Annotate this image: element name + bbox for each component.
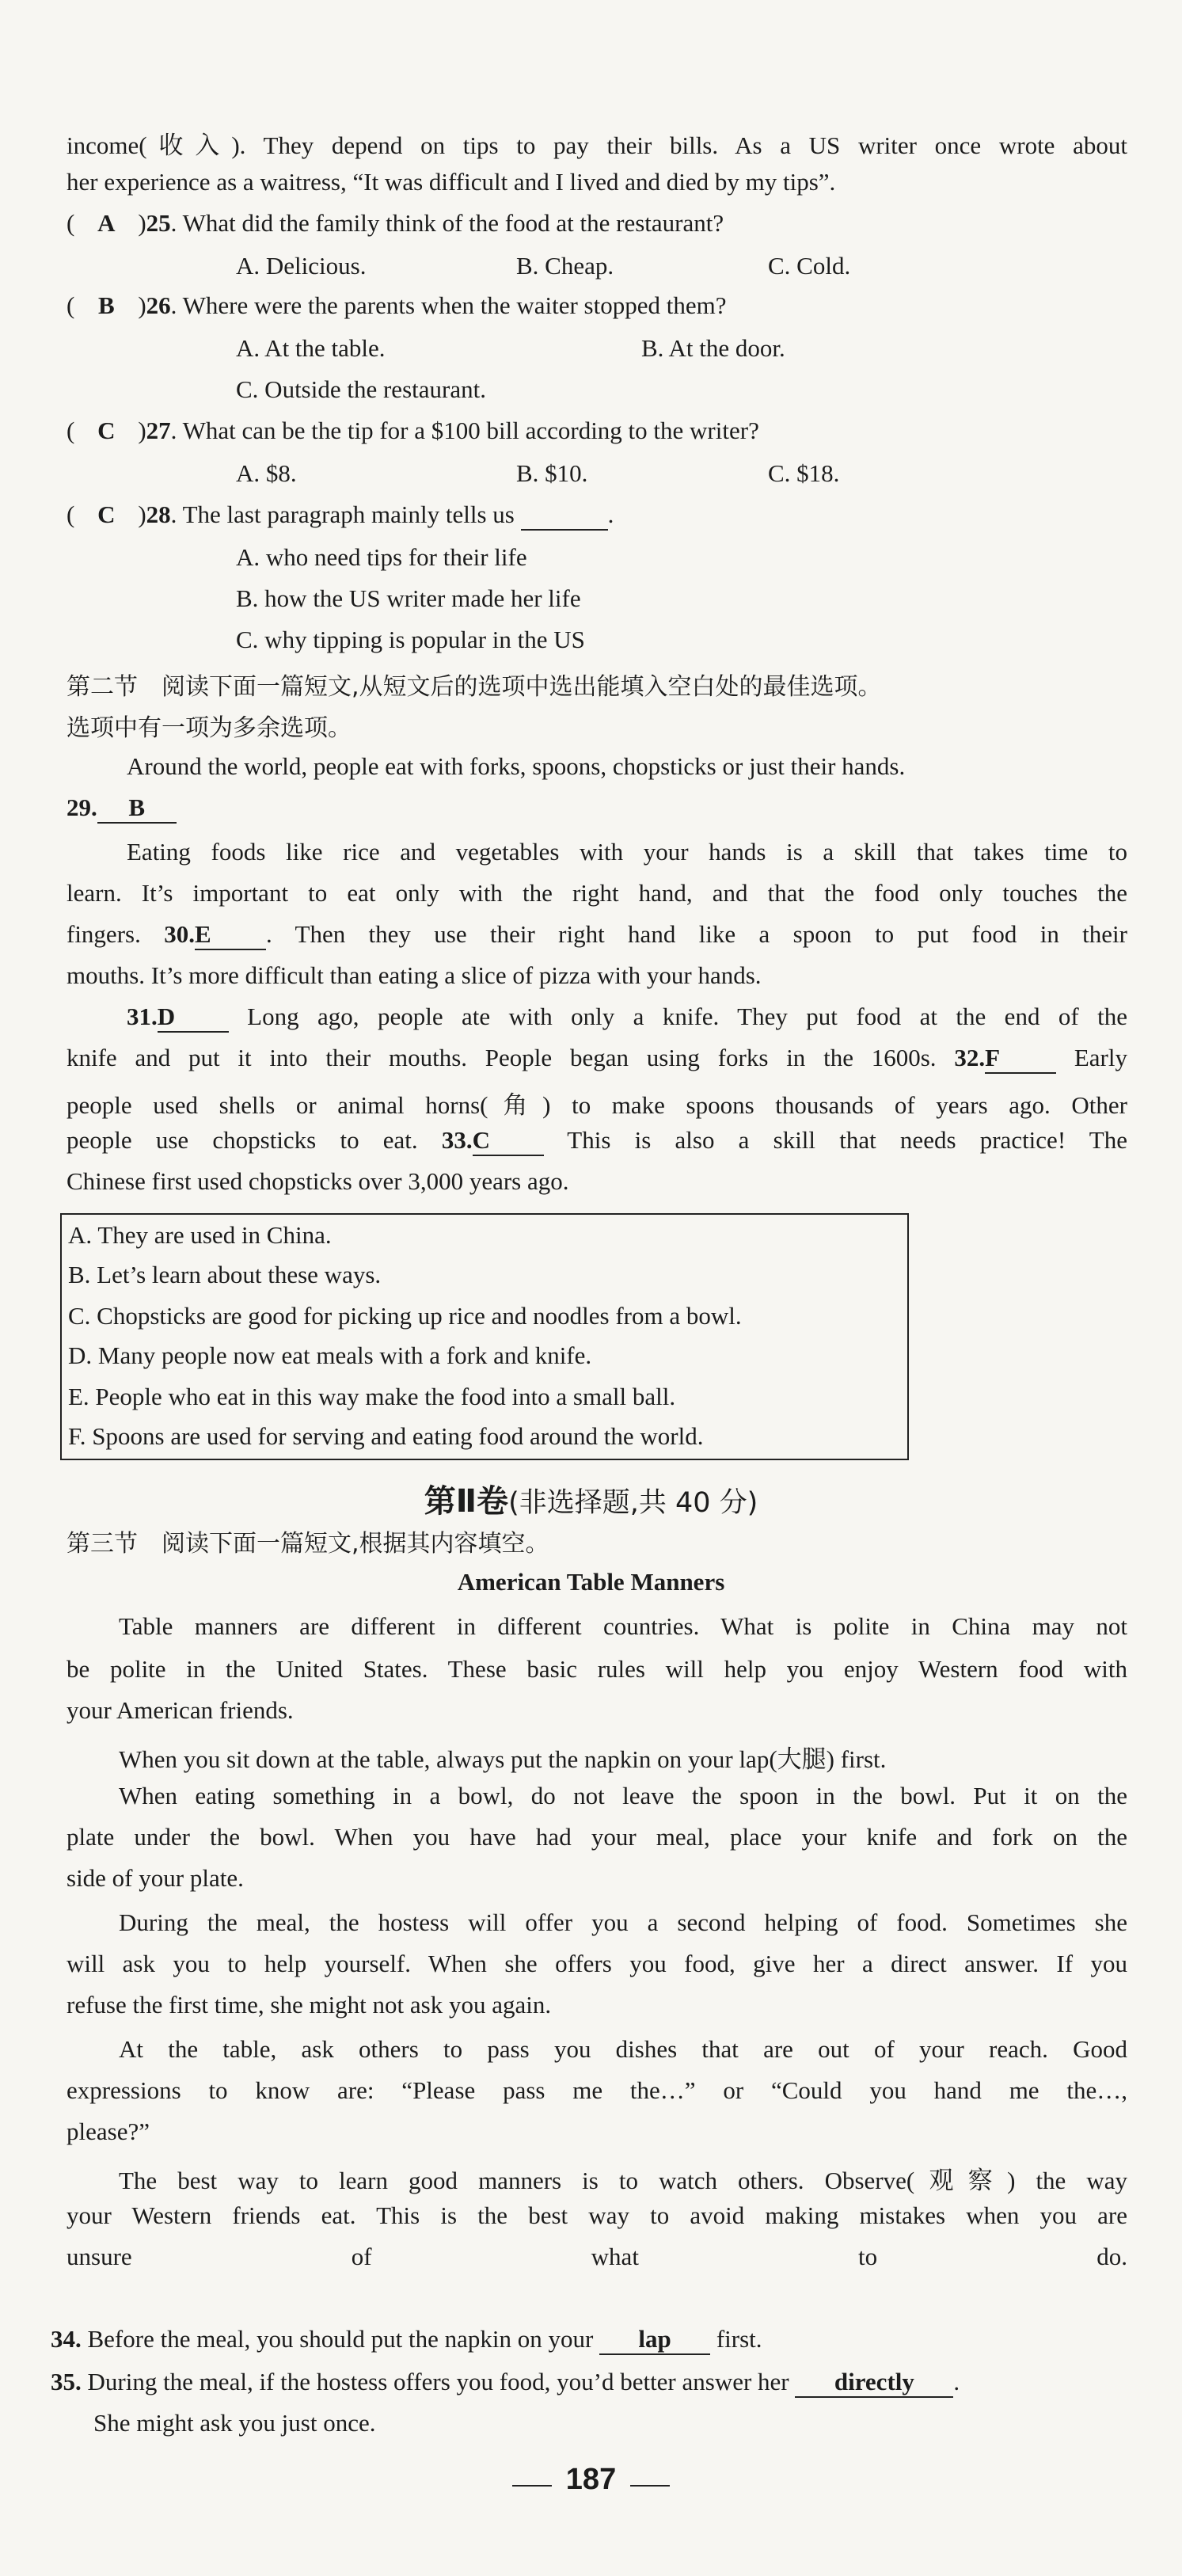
page-number-text: 187 (565, 2463, 617, 2496)
text-line: please?” (67, 2117, 150, 2145)
question-number: 35. (51, 2368, 82, 2395)
section-2-instruction: 选项中有一项为多余选项。 (67, 714, 352, 742)
answer-32: F (985, 1044, 1056, 1074)
box-option-e: E. People who eat in this way make the food into a small ball. (68, 1383, 676, 1410)
option-b: B. At the door. (641, 334, 785, 362)
question-25 (67, 209, 724, 238)
text-line: expressions to know are: “Please pass me the…” or “Could you hand me the…, (67, 2076, 1127, 2104)
paren-close: ) (138, 500, 146, 528)
paren-close: ) (138, 291, 146, 319)
question-number: 31. (127, 1003, 158, 1030)
passage-title: American Table Manners (457, 1568, 725, 1596)
option-b: B. $10. (516, 459, 588, 487)
question-stem: . The last paragraph mainly tells us (170, 500, 521, 528)
option-b: B. Cheap. (516, 252, 614, 280)
question-stem: . What did the family think of the food at the restaurant? (170, 209, 724, 237)
section-3-instruction: 第三节 阅读下面一篇短文,根据其内容填空。 (67, 1530, 549, 1558)
text-line: be polite in the United States. These basic rules will help you enjoy Western food with (67, 1655, 1127, 1683)
question-number: 29. (67, 793, 97, 821)
paren-close: ) (138, 209, 146, 237)
text-line: your Western friends eat. This is the best way to avoid making mistakes when you are (67, 2201, 1127, 2229)
question-number: 25 (146, 209, 171, 237)
text-span: fingers. (67, 920, 165, 948)
paren-open: ( (67, 209, 75, 237)
text-line: Around the world, people eat with forks, spoons, chopsticks or just their hands. (127, 752, 906, 780)
answer-28: C (97, 500, 116, 528)
answer-26: B (97, 291, 115, 319)
text-span: . (953, 2368, 960, 2395)
box-option-d: D. Many people now eat meals with a fork and knife. (68, 1341, 592, 1369)
text-line: people used shells or animal horns(角) to make spoons thousands of years ago. Other (67, 1091, 1127, 1119)
answer-27: C (97, 417, 116, 444)
text-line: will ask you to help yourself. When she offers you food, give her a direct answer. If you (67, 1950, 1127, 1977)
question-stem: . What can be the tip for a $100 bill according to the writer? (170, 417, 759, 444)
text-span: . Then they use their right hand like a spoon to put food in their (265, 920, 1127, 948)
text-span: knife and put it into their mouths. People began using forks in the 1600s. (67, 1044, 955, 1071)
option-c: C. Outside the restaurant. (236, 375, 486, 403)
paren-open: ( (67, 417, 75, 444)
text-line (67, 1044, 1127, 1074)
text-span: first. (710, 2325, 762, 2353)
question-35 (51, 2368, 960, 2398)
question-number: 28 (146, 500, 171, 528)
paren-close: ) (138, 417, 146, 444)
question-number: 33. (441, 1126, 473, 1154)
question-28 (67, 500, 614, 531)
blank-line (521, 500, 608, 531)
option-a: A. Delicious. (236, 252, 367, 280)
text-line: mouths. It’s more difficult than eating a slice of pizza with your hands. (67, 961, 762, 989)
answer-30: E (195, 920, 266, 950)
dash-left (512, 2485, 552, 2487)
text-line: her experience as a waitress, “It was difficult and I lived and died by my tips”. (67, 168, 836, 196)
option-c: C. $18. (768, 459, 840, 487)
option-a: A. who need tips for their life (236, 543, 527, 571)
option-c: C. Cold. (768, 252, 851, 280)
question-number: 27 (146, 417, 171, 444)
paren-open: ( (67, 500, 75, 528)
option-b: B. how the US writer made her life (236, 584, 581, 612)
box-option-b: B. Let’s learn about these ways. (68, 1261, 382, 1288)
text-line: Chinese first used chopsticks over 3,000 years ago. (67, 1167, 569, 1195)
option-a: A. At the table. (236, 334, 386, 362)
page-number (0, 2463, 1182, 2497)
text-line (67, 1126, 1127, 1156)
answer-25: A (97, 209, 116, 237)
text-line: When you sit down at the table, always put the napkin on your lap(大腿) first. (119, 1745, 887, 1773)
box-option-a: A. They are used in China. (68, 1221, 332, 1249)
dash-right (630, 2485, 670, 2487)
question-26 (67, 291, 726, 320)
text-line: When eating something in a bowl, do not leave the spoon in the bowl. Put it on the (119, 1782, 1127, 1809)
text-line: Table manners are different in different countries. What is polite in China may not (119, 1612, 1127, 1640)
text-line: side of your plate. (67, 1864, 244, 1892)
text-span: Early (1056, 1044, 1127, 1071)
box-option-f: F. Spoons are used for serving and eating food around the world. (68, 1422, 704, 1450)
part-2-title (0, 1476, 1182, 1521)
text-span: During the meal, if the hostess offers you food, you’d better answer her (81, 2368, 796, 2395)
text-line: unsure of what to do. (67, 2243, 1127, 2270)
paren-open: ( (67, 291, 75, 319)
question-number: 26 (146, 291, 171, 319)
text-span: people use chopsticks to eat. (67, 1126, 442, 1154)
text-line: plate under the bowl. When you have had your meal, place your knife and fork on the (67, 1823, 1127, 1851)
answer-29: B (97, 793, 177, 824)
part-2-title-sub: (非选择题,共 40 分) (508, 1487, 758, 1519)
text-span: This is also a skill that needs practice! The (543, 1126, 1127, 1154)
question-stem: . Where were the parents when the waiter stopped them? (170, 291, 727, 319)
answer-31: D (158, 1003, 229, 1033)
text-line: Eating foods like rice and vegetables with your hands is a skill that takes time to (127, 838, 1127, 866)
part-2-title-main: 第Ⅱ卷 (424, 1483, 509, 1520)
text-line: your American friends. (67, 1696, 294, 1724)
option-c: C. why tipping is popular in the US (236, 626, 585, 653)
question-34 (51, 2325, 762, 2355)
box-option-c: C. Chopsticks are good for picking up rice and noodles from a bowl. (68, 1302, 742, 1330)
text-line (127, 1003, 1127, 1033)
question-number: 32. (954, 1044, 986, 1071)
option-a: A. $8. (236, 459, 297, 487)
section-2-instruction: 第二节 阅读下面一篇短文,从短文后的选项中选出能填入空白处的最佳选项。 (67, 673, 882, 701)
text-line: refuse the first time, she might not ask you again. (67, 1991, 552, 2019)
text-line: She might ask you just once. (93, 2409, 376, 2437)
text-line: income(收入). They depend on tips to pay their bills. As a US writer once wrote about (67, 131, 1127, 159)
period: . (607, 500, 614, 528)
text-line: At the table, ask others to pass you dishes that are out of your reach. Good (119, 2035, 1127, 2063)
text-span: Before the meal, you should put the napkin on your (81, 2325, 600, 2353)
text-line: learn. It’s important to eat only with the right hand, and that the food only touches the (67, 879, 1127, 907)
question-29 (67, 793, 177, 824)
text-line: During the meal, the hostess will offer you a second helping of food. Sometimes she (119, 1908, 1127, 1936)
question-number: 30. (164, 920, 195, 948)
answer-35: directly (795, 2368, 953, 2398)
answer-33: C (473, 1126, 544, 1156)
text-line (67, 920, 1127, 950)
question-27 (67, 417, 759, 445)
answer-34: lap (599, 2325, 710, 2355)
text-span: Long ago, people ate with only a knife. They put food at the end of the (228, 1003, 1127, 1030)
options-box (60, 1213, 909, 1460)
text-line: The best way to learn good manners is to watch others. Observe(观察) the way (119, 2167, 1127, 2194)
question-number: 34. (51, 2325, 82, 2353)
